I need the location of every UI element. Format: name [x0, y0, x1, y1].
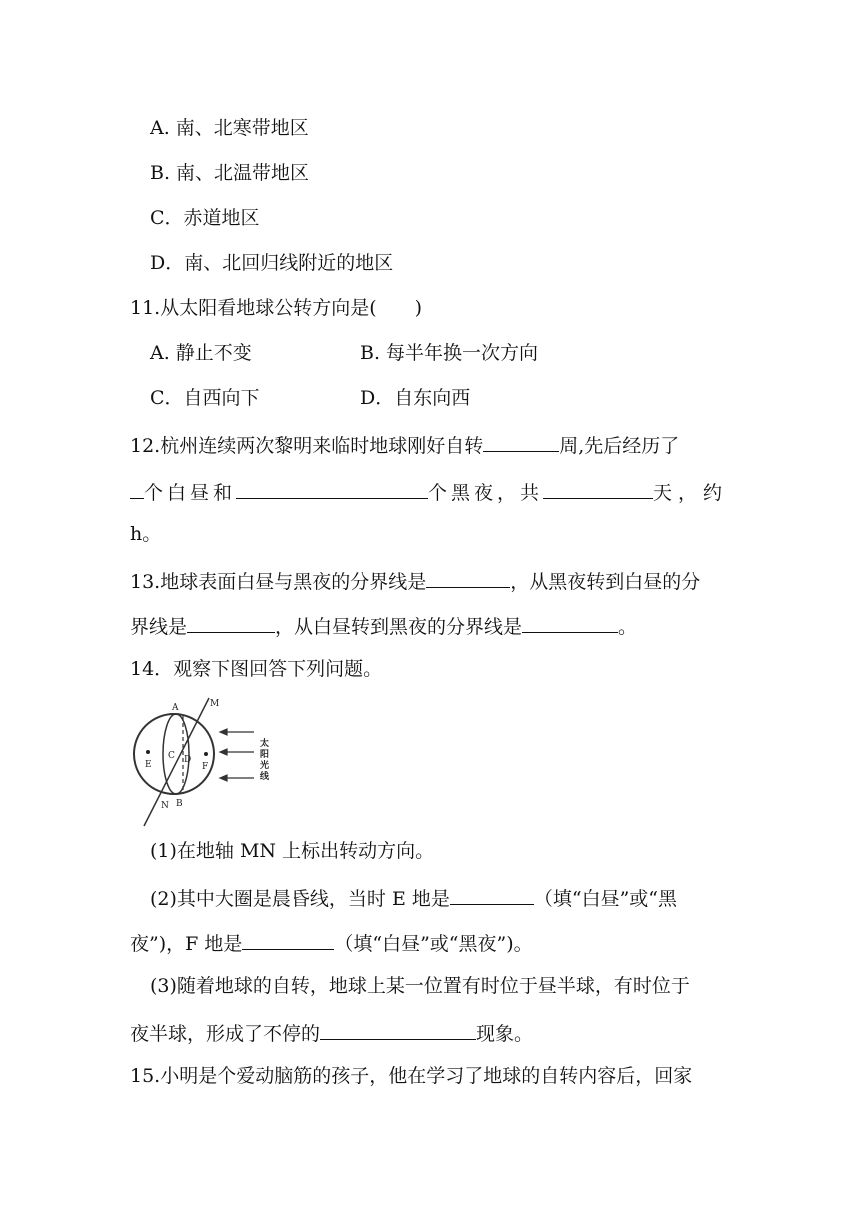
q14-sub2-text-3: 夜”)，F 地是 — [130, 933, 243, 955]
q12-line1 — [130, 431, 679, 458]
sun-label-1: 太 — [260, 739, 270, 749]
q14-sub2-text-2: （填“白昼”或“黑 — [533, 888, 678, 910]
q12-text-4: 个黑夜，共 — [428, 482, 544, 504]
q10-option-d: D．南、北回归线附近的地区 — [150, 252, 394, 274]
label-a: A — [172, 703, 179, 713]
point-e — [146, 750, 150, 754]
sun-label-4: 线 — [260, 772, 270, 782]
q14-sub3-text-2: 夜半球，形成了不停的 — [130, 1023, 321, 1045]
q13-text-5: 。 — [618, 616, 638, 638]
earth-diagram-svg — [128, 690, 278, 832]
label-c: C — [168, 751, 175, 761]
q13-text-3: 界线是 — [130, 616, 188, 638]
q13-blank-2[interactable] — [187, 612, 275, 633]
q15-stem: 15.小明是个爱动脑筋的孩子，他在学习了地球的自转内容后，回家 — [130, 1065, 693, 1087]
q12-blank-2[interactable] — [130, 478, 144, 499]
q13-text-2: ，从黑夜转到白昼的分 — [510, 571, 701, 593]
q13-blank-3[interactable] — [522, 612, 618, 633]
q14-sub3-text-3: 现象。 — [476, 1023, 534, 1045]
q11-option-b: B. 每半年换一次方向 — [360, 342, 539, 364]
q13-blank-1[interactable] — [426, 567, 510, 588]
label-d: D — [184, 755, 192, 765]
q12-text-2: 周,先后经历了 — [559, 435, 680, 457]
q11-option-c: C．自西向下 — [150, 387, 260, 409]
q14-sub2-text-4: （填“白昼”或“黑夜”)。 — [334, 933, 533, 955]
q12-blank-3[interactable] — [236, 478, 428, 499]
label-e: E — [145, 760, 152, 770]
q13-text-4: ，从白昼转到黑夜的分界线是 — [275, 616, 523, 638]
q12-text-3: 个白昼和 — [144, 482, 237, 504]
q14-sub3-line2 — [130, 1019, 533, 1046]
q13-line1 — [130, 567, 700, 594]
label-m: M — [210, 699, 220, 709]
q11-options-row1 — [150, 341, 750, 365]
label-b: B — [176, 799, 183, 809]
q12-text-6: h。 — [130, 523, 162, 545]
q14-sub2-line1 — [150, 884, 677, 911]
q14-sub2-line2 — [130, 929, 533, 956]
sun-label-3: 光 — [260, 761, 270, 771]
q14-stem: 14．观察下图回答下列问题。 — [130, 658, 383, 680]
q10-option-c: C．赤道地区 — [150, 207, 260, 229]
q11-option-a: A. 静止不变 — [150, 342, 252, 364]
sun-label-2: 阳 — [260, 750, 270, 760]
q11-stem: 11.从太阳看地球公转方向是( ) — [130, 297, 423, 319]
label-n: N — [161, 801, 169, 811]
point-f — [204, 752, 208, 756]
q12-blank-4[interactable] — [543, 478, 653, 499]
q14-sub3-line1: (3)随着地球的自转，地球上某一位置有时位于昼半球，有时位于 — [150, 975, 690, 997]
q12-text-5: 天，约 — [653, 482, 729, 504]
q12-text-1: 12.杭州连续两次黎明来临时地球刚好自转 — [130, 435, 484, 457]
q13-text-1: 13.地球表面白昼与黑夜的分界线是 — [130, 571, 427, 593]
q10-option-b: B. 南、北温带地区 — [150, 162, 310, 184]
q14-blank-phenomenon[interactable] — [320, 1019, 476, 1040]
sun-rays — [220, 729, 254, 781]
q14-blank-e[interactable] — [450, 884, 534, 905]
q14-sub1: (1)在地轴 MN 上标出转动方向。 — [150, 840, 435, 862]
q13-line2 — [130, 612, 637, 639]
q14-blank-f[interactable] — [242, 929, 334, 950]
q10-option-a: A. 南、北寒带地区 — [150, 117, 309, 139]
q11-options-row2 — [150, 386, 750, 410]
q12-blank-1[interactable] — [483, 431, 559, 452]
q14-sub2-text-1: (2)其中大圈是晨昏线，当时 E 地是 — [150, 888, 450, 910]
earth-diagram — [128, 690, 278, 832]
q12-line2 — [130, 478, 728, 505]
label-f: F — [202, 762, 209, 772]
q11-option-d: D．自东向西 — [360, 387, 471, 409]
